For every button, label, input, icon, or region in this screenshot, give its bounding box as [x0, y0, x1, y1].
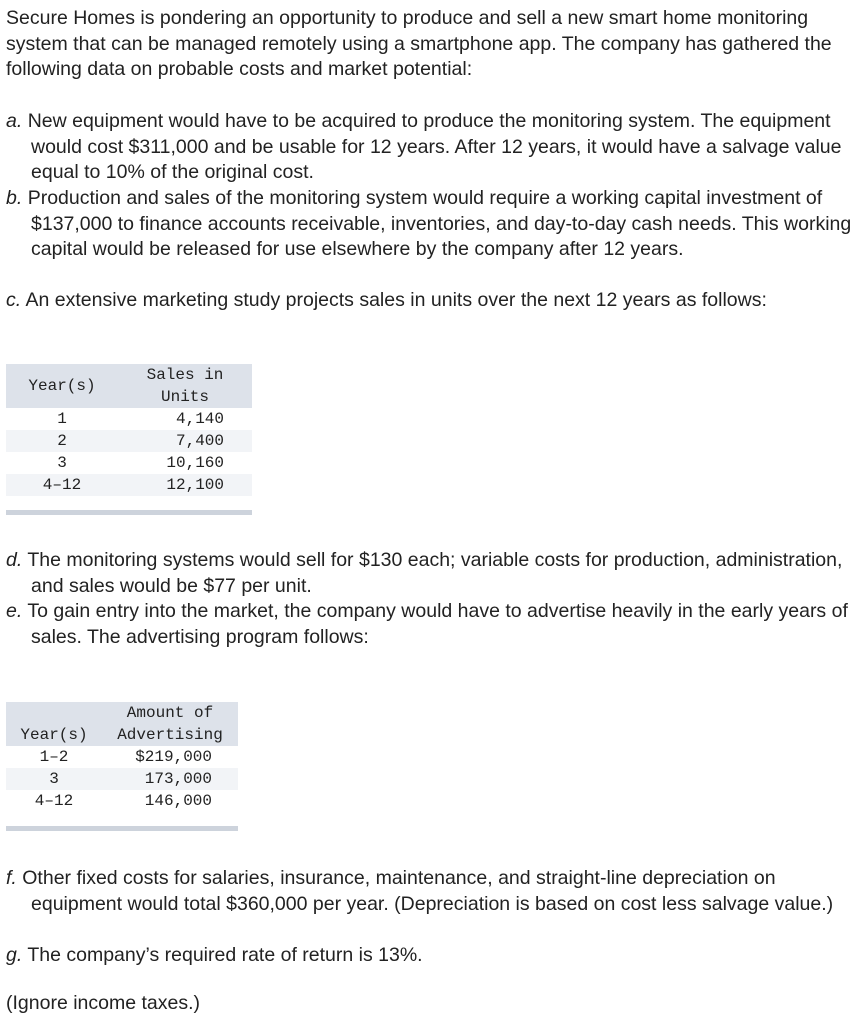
item-d: [6, 548, 852, 599]
item-g: [6, 943, 852, 969]
item-e: [6, 599, 852, 650]
item-f-text: Other fixed costs for salaries, insurance, maintenance, and straight-line depreciation on equipment would total $360,000 per year. (Depreciation is based on cost less salvage value.): [22, 867, 834, 915]
table-row: [6, 452, 252, 474]
sales-table-bottom-bar: [6, 510, 252, 515]
item-e-marker: e.: [6, 600, 23, 622]
sales-units-cell: 7,400: [175, 432, 224, 450]
item-f-marker: f.: [6, 867, 17, 889]
adv-col-amount-header: [102, 702, 238, 746]
adv-amount-cell: $219,000: [135, 748, 212, 766]
adv-year-cell: 1–2: [39, 748, 69, 766]
table-row: [6, 790, 238, 812]
item-g-marker: g.: [6, 944, 23, 966]
sales-col-units-header: [118, 364, 252, 408]
item-b-text: Production and sales of the monitoring system would require a working capital investment of $137,000 to finance accounts receivable, inventories, and day-to-day cash needs. This working capital would be released for use elsewhere by the company after 12 years.: [27, 187, 852, 260]
table-row: [6, 430, 252, 452]
sales-col-units-line2: Units: [160, 388, 209, 406]
item-a-text: New equipment would have to be acquired to produce the monitoring system. The equipment would cost $311,000 and be usable for 12 years. After 12 years, it would have a salvage value equal to 10% of the original cost.: [27, 110, 842, 183]
item-c-text: An extensive marketing study projects sales in units over the next 12 years as follows:: [25, 289, 767, 311]
item-e-text: To gain entry into the market, the company would have to advertise heavily in the early years of sales. The advertising program follows:: [27, 600, 848, 648]
sales-table: [6, 364, 252, 496]
item-b: [6, 186, 852, 263]
sales-units-cell: 10,160: [166, 454, 224, 472]
table-row: [6, 768, 238, 790]
adv-year-cell: 3: [49, 770, 59, 788]
sales-table-header: [6, 364, 252, 408]
adv-col-year-header: Year(s): [20, 726, 88, 744]
sales-col-units-line1: Sales in: [146, 366, 224, 384]
adv-amount-cell: 146,000: [144, 792, 212, 810]
item-c: [6, 288, 852, 314]
item-d-text: The monitoring systems would sell for $130 each; variable costs for production, administration, and sales would be $77 per unit.: [27, 549, 843, 597]
item-b-marker: b.: [6, 187, 23, 209]
sales-year-cell: 3: [57, 454, 67, 472]
item-c-marker: c.: [6, 289, 22, 311]
advertising-table-header: [6, 702, 238, 746]
item-g-text: The company’s required rate of return is 13%.: [27, 944, 423, 966]
item-a: [6, 109, 852, 186]
sales-year-cell: 1: [57, 410, 67, 428]
sales-units-cell: 12,100: [166, 476, 224, 494]
table-row: [6, 746, 238, 768]
sales-col-year-header: Year(s): [28, 377, 96, 395]
adv-col-amount-line1: Amount of: [126, 704, 214, 722]
sales-year-cell: 4–12: [42, 476, 82, 494]
item-d-marker: d.: [6, 549, 23, 571]
table-row: [6, 408, 252, 430]
item-f: [6, 866, 852, 917]
item-a-marker: a.: [6, 110, 23, 132]
adv-year-cell: 4–12: [34, 792, 74, 810]
intro-paragraph: Secure Homes is pondering an opportunity to produce and sell a new smart home monitoring system that can be managed remotely using a smartphone app. The company has gathered the following data on probable costs and market potential:: [6, 7, 832, 80]
sales-year-cell: 2: [57, 432, 67, 450]
sales-units-cell: 4,140: [175, 410, 224, 428]
table-row: [6, 474, 252, 496]
advertising-table-bottom-bar: [6, 826, 238, 831]
footer-note: (Ignore income taxes.): [6, 992, 201, 1014]
adv-amount-cell: 173,000: [144, 770, 212, 788]
advertising-table: [6, 702, 238, 812]
adv-col-amount-line2: Advertising: [117, 726, 223, 744]
